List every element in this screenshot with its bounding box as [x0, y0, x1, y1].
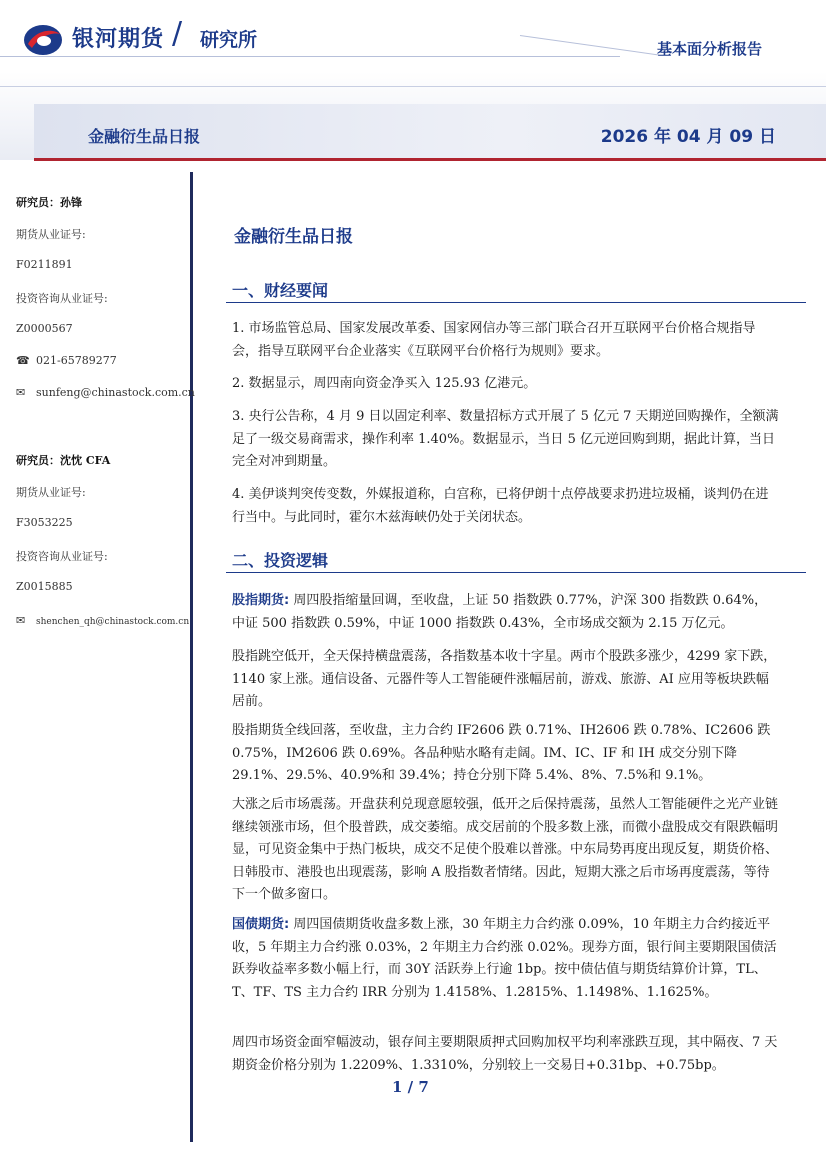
researcher-name: 研究员：孙锋 [16, 196, 82, 209]
paragraph-lead: 国债期货: [232, 917, 290, 932]
header-decor-line [0, 56, 620, 57]
brand-name: 银河期货 [72, 27, 165, 52]
section-heading: 一、财经要闻 [232, 281, 329, 300]
logic-paragraph: 周四市场资金面窄幅波动，银存间主要期限质押式回购加权平均利率涨跌互现，其中隔夜、7 天期资金价格分别为 1.2209%、1.3310%，分别较上一交易日+0.31bp、+0.75bp。 [232, 1035, 778, 1073]
news-item: 2. 数据显示，周四南向资金净买入 125.93 亿港元。 [232, 376, 537, 391]
report-title: 金融衍生品日报 [88, 127, 201, 146]
section-rule [226, 302, 806, 303]
logic-paragraph [232, 914, 780, 1004]
consult-cert-number: Z0000567 [16, 322, 73, 335]
email-line [16, 386, 195, 399]
news-item: 4. 美伊谈判突传变数，外媒报道称，白宫称，已将伊朗十点停战要求扔进垃圾桶，谈判仍在进行当中。与此同时，霍尔木兹海峡仍处于关闭状态。 [232, 487, 769, 525]
phone-number: 021-65789277 [36, 354, 117, 367]
section-rule [226, 572, 806, 573]
futures-cert-number: F0211891 [16, 258, 73, 271]
section-heading: 二、投资逻辑 [232, 551, 329, 570]
logic-paragraph: 股指跳空低开，全天保持横盘震荡，各指数基本收十字星。两市个股跌多涨少，4299 家下跌，1140 家上涨。通信设备、元器件等人工智能硬件涨幅居前，游戏、旅游、AI 应用等板块跌幅居前。 [232, 649, 777, 709]
news-item: 1. 市场监管总局、国家发展改革委、国家网信办等三部门联合召开互联网平台价格合规指导会，指导互联网平台企业落实《互联网平台价格行为规则》要求。 [232, 321, 756, 359]
futures-cert-number: F3053225 [16, 516, 73, 529]
consult-cert-label: 投资咨询从业证号: [16, 550, 108, 563]
email-address[interactable]: sunfeng@chinastock.com.cn [36, 386, 195, 399]
page-number: 1 / 7 [392, 1078, 429, 1096]
header-decor-line [0, 86, 826, 87]
logic-paragraph: 大涨之后市场震荡。开盘获利兑现意愿较强，低开之后保持震荡，虽然人工智能硬件之光产业链继续领涨市场，但个股普跌，成交萎缩。成交居前的个股多数上涨，而微小盘股成交有限跌幅明显，可见资金集中于热门板块，成交不足使个股难以普涨。中东局势再度出现反复，期货价格、日韩股市、港股也出现震荡，影响 A 股指数者情绪。因此，短期大涨之后市场再度震荡，等待下一个做多窗口。 [232, 797, 779, 902]
report-type: 基本面分析报告 [656, 40, 762, 58]
brand-divider: / [172, 16, 183, 51]
document-title: 金融衍生品日报 [234, 227, 353, 247]
phone-line [16, 354, 117, 367]
report-date: 2026 年 04 月 09 日 [600, 127, 776, 147]
consult-cert-number: Z0015885 [16, 580, 73, 593]
email-address[interactable]: shenchen_qh@chinastock.com.cn [36, 617, 190, 627]
paragraph-text: 周四国债期货收盘多数上涨，30 年期主力合约涨 0.09%，10 年期主力合约接近平收，5 年期主力合约涨 0.03%，2 年期主力合约涨 0.02%。现券方面，银行间主要期限国债活跃券收益率多数小幅上行，而 30Y 活跃券上行逾 1bp。按中债估值与期货结算价计算，TL、T、TF、TS 主力合约 IRR 分别为 1.4158%、1.2815%、1.1498%、1.1625%。 [232, 917, 777, 1000]
futures-cert-label: 期货从业证号: [16, 228, 86, 241]
futures-cert-label: 期货从业证号: [16, 486, 86, 499]
header-rule [34, 158, 826, 161]
news-item: 3. 央行公告称，4 月 9 日以固定利率、数量招标方式开展了 5 亿元 7 天期逆回购操作，全额满足了一级交易商需求，操作利率 1.40%。数据显示，当日 5 亿元逆回购到期，据此计算，当日完全对冲到期量。 [232, 409, 779, 469]
galaxy-logo-icon [22, 22, 64, 58]
envelope-icon: ✉ [16, 386, 26, 399]
phone-icon: ☎ [16, 354, 30, 367]
consult-cert-label: 投资咨询从业证号: [16, 292, 108, 305]
logic-paragraph: 股指期货全线回落，至收盘，主力合约 IF2606 跌 0.71%、IH2606 跌 0.78%、IC2606 跌 0.75%，IM2606 跌 0.69%。各品种贴水略有走阔。IM、IC、IF 和 IH 成交分别下降 29.1%、29.5%、40.9%和 39.4%；持仓分别下降 5.4%、8%、7.5%和 9.1%。 [232, 723, 771, 783]
division-name: 研究所 [200, 29, 258, 51]
researcher-name: 研究员：沈忱 CFA [16, 454, 111, 467]
email-line [16, 614, 189, 627]
logic-paragraph [232, 590, 780, 635]
sidebar-divider [190, 172, 193, 1142]
paragraph-text: 周四股指缩量回调，至收盘，上证 50 指数跌 0.77%，沪深 300 指数跌 0.64%，中证 500 指数跌 0.59%，中证 1000 指数跌 0.43%，全市场成交额为 2.15 万亿元。 [232, 593, 768, 631]
paragraph-lead: 股指期货: [232, 593, 290, 608]
envelope-icon: ✉ [16, 614, 26, 627]
